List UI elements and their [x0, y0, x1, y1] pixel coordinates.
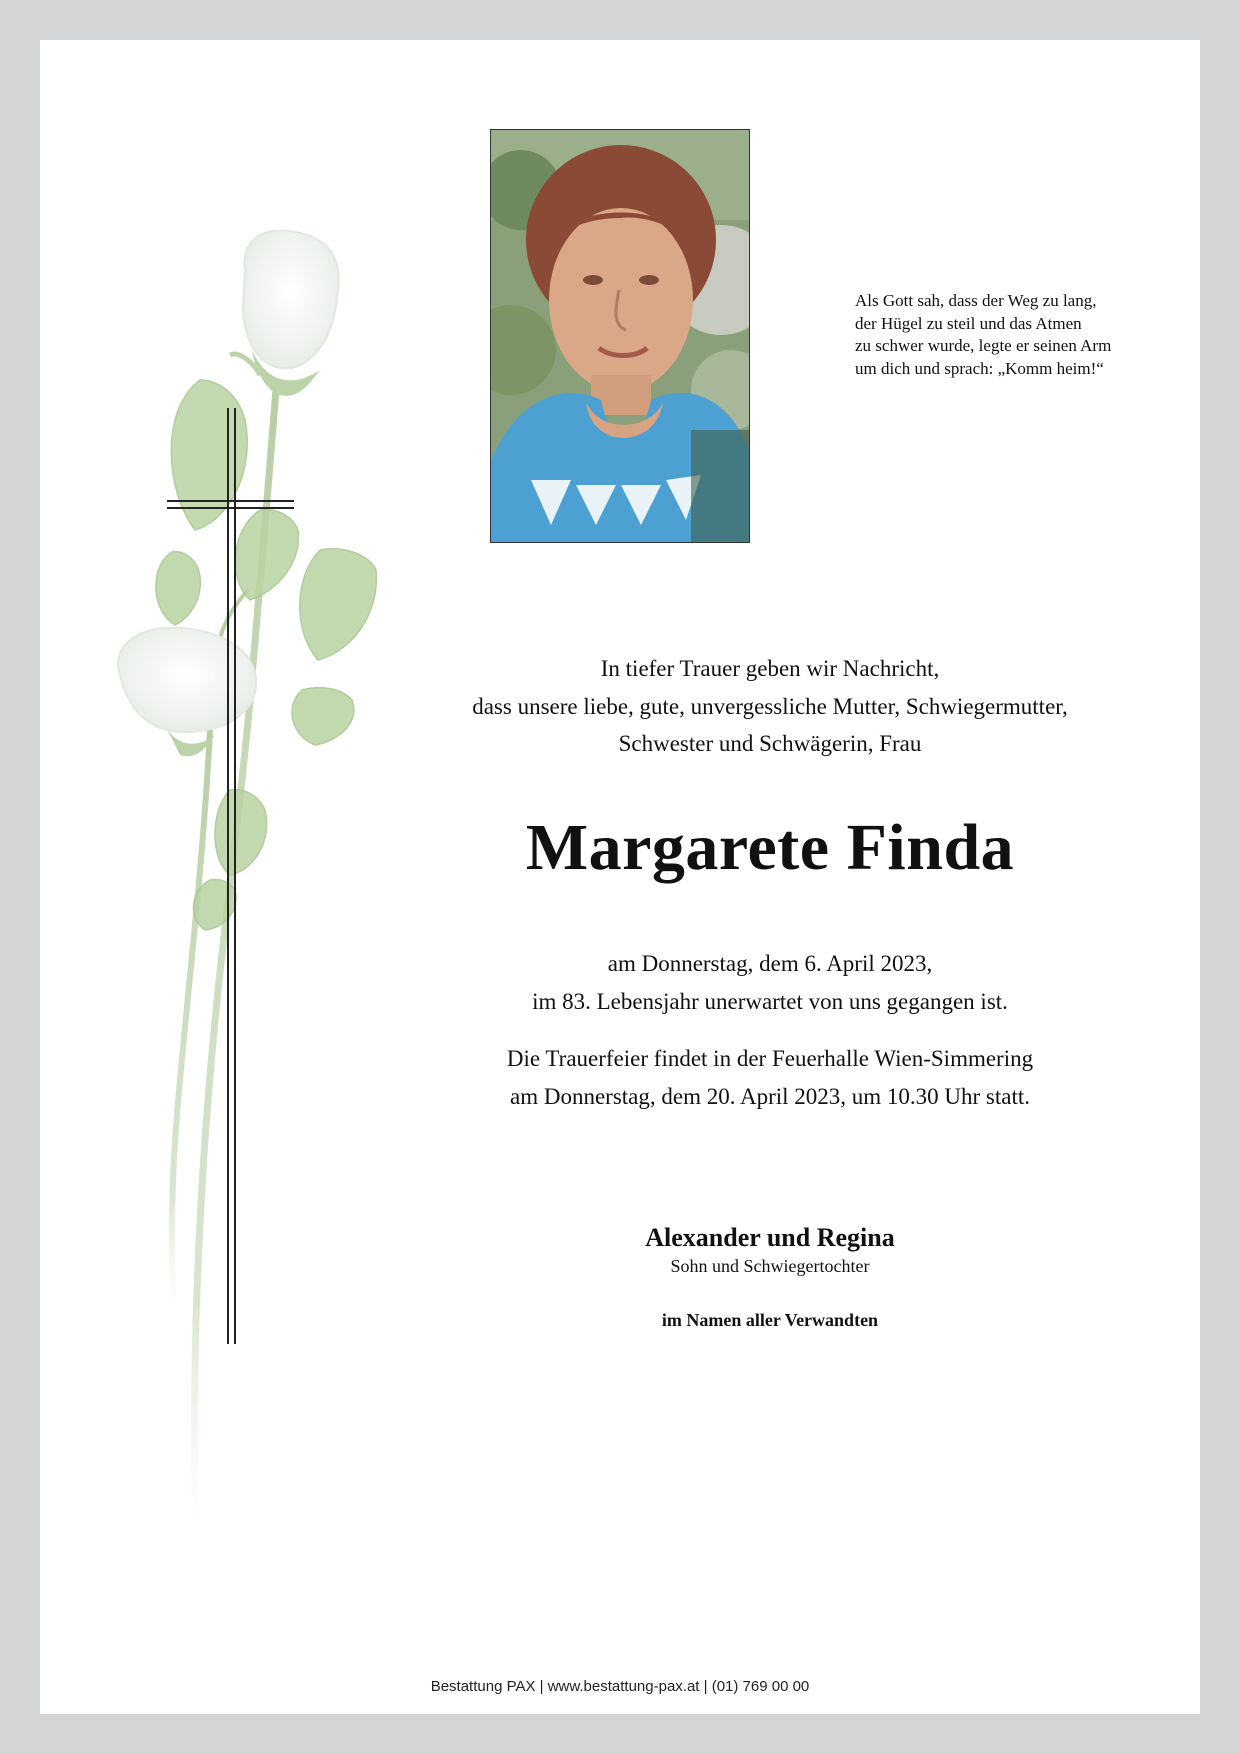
footer-contact: Bestattung PAX | www.bestattung-pax.at | (01) 769 00 00 — [430, 1678, 810, 1695]
death-details — [420, 945, 1120, 1020]
funeral-line: am Donnerstag, dem 20. April 2023, um 10.30 Uhr statt. — [510, 1083, 1030, 1109]
cross-vertical-line — [234, 408, 236, 1344]
intro-line: Schwester und Schwägerin, Frau — [618, 731, 922, 756]
mourner-names: Alexander und Regina — [645, 1223, 895, 1252]
deceased-name: Margarete Finda — [525, 811, 1015, 884]
family-note: im Namen aller Verwandten — [661, 1310, 879, 1330]
funeral-details — [420, 1040, 1120, 1115]
poem-line: um dich und sprach: „Komm heim!“ — [855, 358, 1104, 378]
cross-horizontal-line — [167, 500, 294, 502]
funeral-line: Die Trauerfeier findet in der Feuerhalle Wien-Simmering — [506, 1046, 1034, 1071]
rose-decoration — [80, 230, 460, 1550]
cross-horizontal-line — [167, 507, 294, 509]
cross-vertical-line — [227, 408, 229, 1344]
intro-line: dass unsere liebe, gute, unvergessliche Mutter, Schwiegermutter, — [472, 693, 1068, 719]
intro-line: In tiefer Trauer geben wir Nachricht, — [600, 656, 940, 681]
poem-line: Als Gott sah, dass der Weg zu lang, — [855, 291, 1097, 310]
announcement-intro — [420, 650, 1120, 763]
poem-line: der Hügel zu steil und das Atmen — [855, 313, 1082, 333]
obituary-sheet — [40, 40, 1200, 1714]
portrait-photo — [490, 129, 750, 543]
mourner-relation: Sohn und Schwiegertochter — [670, 1256, 870, 1276]
poem — [855, 290, 1175, 380]
death-line: am Donnerstag, dem 6. April 2023, — [607, 951, 933, 976]
poem-line: zu schwer wurde, legte er seinen Arm — [855, 336, 1112, 355]
death-line: im 83. Lebensjahr unerwartet von uns gegangen ist. — [532, 988, 1008, 1014]
